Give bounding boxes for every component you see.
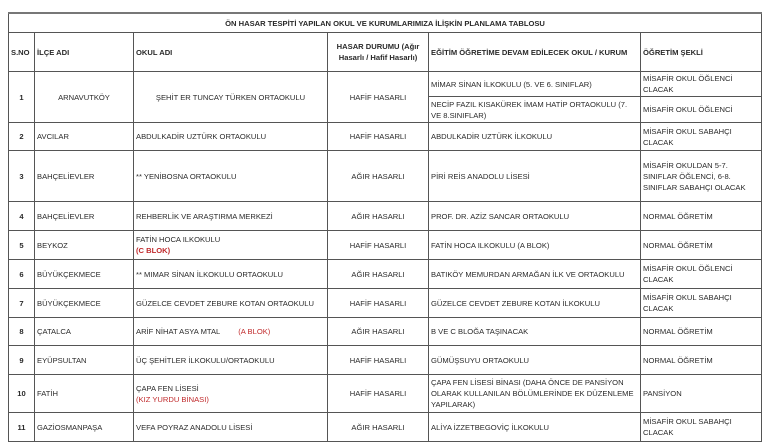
header-continue-school: EĞİTİM ÖĞRETİME DEVAM EDİLECEK OKUL / KURUM [429,33,641,72]
district-cell: GAZİOSMANPAŞA [35,413,134,442]
district-cell: AVCILAR [35,123,134,151]
teaching-method-cell: PANSİYON [641,375,762,413]
continue-school-cell: ALİYA İZZETBEGOVİÇ İLKOKULU [429,413,641,442]
continue-school-cell: PROF. DR. AZİZ SANCAR ORTAOKULU [429,202,641,231]
continue-school-cell: MİMAR SİNAN İLKOKULU (5. VE 6. SINIFLAR) [429,72,641,97]
damage-status: AĞIR HASARLI [328,318,429,346]
row-number: 3 [9,151,35,202]
school-cell [134,72,328,123]
header-damage: HASAR DURUMU (Ağır Hasarlı / Hafif Hasarlı) [328,33,429,72]
row-number: 5 [9,231,35,260]
header-sno: S.NO [9,33,35,72]
row-number: 4 [9,202,35,231]
school-name: GÜZELCE CEVDET ZEBURE KOTAN ORTAOKULU [136,298,314,308]
table-row [9,318,762,346]
damage-status: HAFİF HASARLI [328,375,429,413]
school-name: ** YENİBOSNA ORTAOKULU [136,171,237,181]
school-cell [134,123,328,151]
table-row [9,72,762,97]
continue-school-cell: BATIKÖY MEMURDAN ARMAĞAN İLK VE ORTAOKULU [429,260,641,289]
damage-status: HAFİF HASARLI [328,123,429,151]
school-name: FATİN HOCA ILKOKULU [136,235,221,244]
teaching-method-cell: MİSAFİR OKULDAN 5-7. SINIFLAR ÖĞLENCİ, 6-8. SINIFLAR SABAHÇI OLACAK [641,151,762,202]
teaching-method-cell: MİSAFİR OKUL SABAHÇI CLACAK [641,413,762,442]
continue-school-cell: FATİN HOCA ILKOKULU (A BLOK) [429,231,641,260]
row-number: 9 [9,346,35,375]
district-cell: BÜYÜKÇEKMECE [35,289,134,318]
school-name: ÜÇ ŞEHİTLER İLKOKULU/ORTAOKULU [136,355,275,365]
header-school: OKUL ADI [134,33,328,72]
table-row [9,289,762,318]
school-name: ARİF NİHAT ASYA MTAL [136,327,221,336]
school-note: (A BLOK) [238,327,271,336]
school-cell [134,346,328,375]
table-row [9,346,762,375]
header-method: ÖĞRETİM ŞEKLİ [641,33,762,72]
school-cell [134,318,328,346]
school-cell [134,202,328,231]
school-name: ** MIMAR SİNAN İLKOKULU ORTAOKULU [136,269,283,279]
damage-status: AĞIR HASARLI [328,202,429,231]
damage-status: HAFİF HASARLI [328,72,429,123]
row-number: 1 [9,72,35,123]
table-row [9,123,762,151]
school-cell [134,260,328,289]
continue-school-cell: ÇAPA FEN LİSESİ BİNASI (DAHA ÖNCE DE PANSİYON OLARAK KULLANILAN BÖLÜMLERİNDE EK DÜZENLEME YAPILARAK) [429,375,641,413]
teaching-method-cell: MİSAFİR OKUL SABAHÇI CLACAK [641,123,762,151]
school-name: VEFA POYRAZ ANADOLU LİSESİ [136,422,253,432]
table-row [9,202,762,231]
district-cell: ARNAVUTKÖY [35,72,134,123]
planning-table [8,12,762,442]
teaching-method-cell: NORMAL ÖĞRETİM [641,231,762,260]
district-cell: BEYKOZ [35,231,134,260]
school-name: ÇAPA FEN LİSESİ [136,383,199,393]
district-cell: ÇATALCA [35,318,134,346]
row-number: 11 [9,413,35,442]
school-cell [134,151,328,202]
district-cell: EYÜPSULTAN [35,346,134,375]
teaching-method-cell: NORMAL ÖĞRETİM [641,318,762,346]
teaching-method-cell: NORMAL ÖĞRETİM [641,346,762,375]
district-cell: BAHÇELİEVLER [35,151,134,202]
damage-status: HAFİF HASARLI [328,346,429,375]
table-row [9,260,762,289]
school-name: ABDULKADİR UZTÜRK ORTAOKULU [136,132,267,141]
continue-school-cell: GÜMÜŞSUYU ORTAOKULU [429,346,641,375]
school-cell [134,413,328,442]
teaching-method-cell: MİSAFİR OKUL SABAHÇI CLACAK [641,289,762,318]
damage-status: AĞIR HASARLI [328,260,429,289]
table-row [9,413,762,442]
district-cell: BAHÇELİEVLER [35,202,134,231]
school-cell [134,231,328,260]
continue-school-cell: GÜZELCE CEVDET ZEBURE KOTAN İLKOKULU [429,289,641,318]
teaching-method-cell: NORMAL ÖĞRETİM [641,202,762,231]
damage-status: AĞIR HASARLI [328,151,429,202]
damage-status: HAFİF HASARLI [328,231,429,260]
row-number: 2 [9,123,35,151]
continue-school-cell: B VE C BLOĞA TAŞINACAK [429,318,641,346]
row-number: 10 [9,375,35,413]
table-row [9,151,762,202]
teaching-method-cell: MİSAFİR OKUL ÖĞLENCİ CLACAK [641,72,762,97]
teaching-method-cell: MİSAFİR OKUL ÖĞLENCİ CLACAK [641,260,762,289]
school-cell [134,289,328,318]
damage-status: HAFİF HASARLI [328,289,429,318]
school-name: REHBERLİK VE ARAŞTIRMA MERKEZİ [136,211,273,221]
continue-school-cell: NECİP FAZIL KISAKÜREK İMAM HATİP ORTAOKULU (7. VE 8.SINIFLAR) [429,97,641,123]
row-number: 7 [9,289,35,318]
school-name: ŞEHİT ER TUNCAY TÜRKEN ORTAOKULU [155,92,306,102]
header-district: İLÇE ADI [35,33,134,72]
school-note: (KIZ YURDU BİNASI) [136,394,209,404]
school-note: (C BLOK) [136,246,171,255]
continue-school-cell: ABDULKADİR UZTÜRK İLKOKULU [429,123,641,151]
row-number: 8 [9,318,35,346]
table-row [9,375,762,413]
table-title: ÖN HASAR TESPİTİ YAPILAN OKUL VE KURUMLARIMIZA İLİŞKİN PLANLAMA TABLOSU [9,13,762,33]
district-cell: FATİH [35,375,134,413]
damage-status: AĞIR HASARLI [328,413,429,442]
district-cell: BÜYÜKÇEKMECE [35,260,134,289]
school-cell [134,375,328,413]
row-number: 6 [9,260,35,289]
continue-school-cell: PİRİ REİS ANADOLU LİSESİ [429,151,641,202]
table-row [9,231,762,260]
teaching-method-cell: MİSAFİR OKUL ÖĞLENCİ [641,97,762,123]
